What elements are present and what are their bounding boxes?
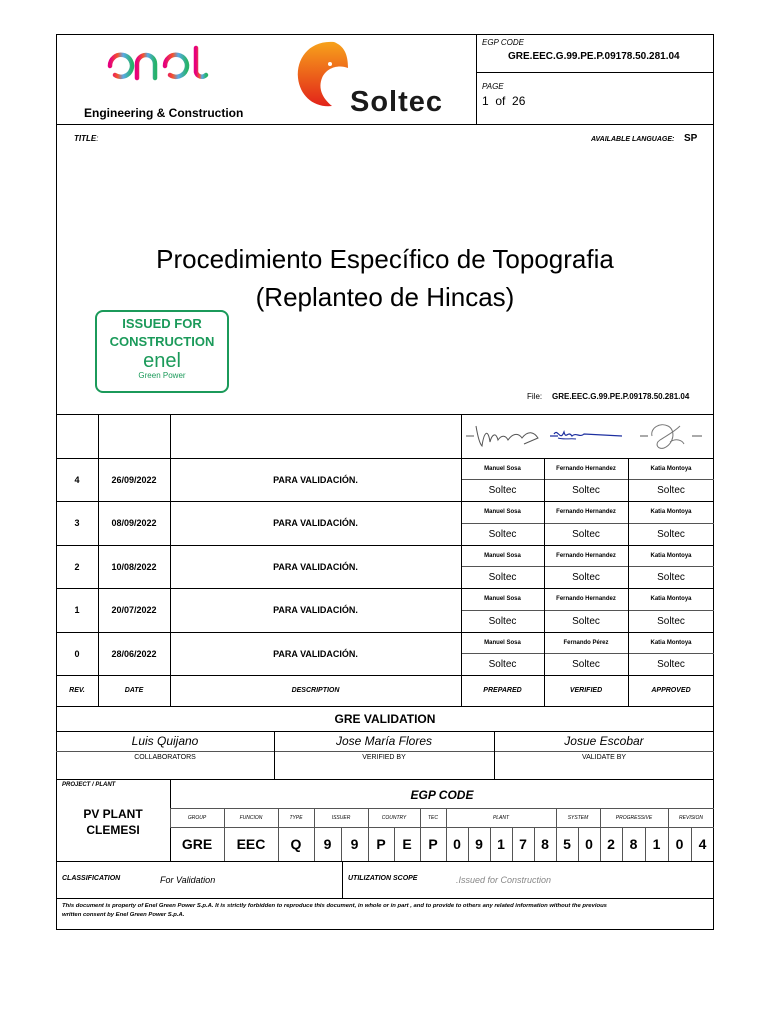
egp-code-char: 9 <box>350 836 359 852</box>
rev-approved-name: Katia Montoya <box>650 639 692 646</box>
rev-approved-name: Katia Montoya <box>650 509 692 515</box>
rev-header-rev: REV. <box>69 687 85 694</box>
rev-header-prepared: PREPARED <box>483 687 522 694</box>
rev-description: PARA VALIDACIÓN. <box>273 648 358 659</box>
rev-description: PARA VALIDACIÓN. <box>273 605 358 615</box>
issued-for-construction-stamp <box>95 310 229 393</box>
rev-verified-name: Fernando Hernandez <box>556 596 616 602</box>
rev-header-verified: VERIFIED <box>569 687 603 694</box>
rev-prepared-company: Soltec <box>488 484 517 496</box>
rev-header-approved: APPROVED <box>651 687 691 694</box>
signature-prepared <box>462 418 544 454</box>
egp-code-char: 2 <box>607 836 615 852</box>
egp-code-column-header: FUNCION <box>239 814 263 821</box>
gre-collaborators-role: COLLABORATORS <box>134 753 196 761</box>
rev-header-description: DESCRIPTION <box>291 687 340 694</box>
egp-code-column-header: TYPE <box>289 814 303 821</box>
rev-verified-name: Fernando Hernandez <box>556 509 616 515</box>
utilization-scope-label: UTILIZATION SCOPE <box>348 875 418 882</box>
title-label-text: TITLE <box>74 134 97 143</box>
gre-collaborator-name: Luis Quijano <box>131 734 199 748</box>
rev-prepared-name: Manuel Sosa <box>484 596 521 602</box>
rev-verified-name: Fernando Pérez <box>563 639 609 646</box>
rev-verified-name: Fernando Hernandez <box>556 465 616 472</box>
rev-approved-name: Katia Montoya <box>650 552 692 559</box>
egp-code-column-header: COUNTRY <box>381 814 407 821</box>
plant-name-line-2: CLEMESI <box>86 823 140 837</box>
main-title-line-2: (Replanteo de Hincas) <box>255 282 515 312</box>
stamp-sub: Green Power <box>138 371 186 380</box>
egp-code-column-header: PLANT <box>492 814 510 821</box>
rev-approved-company: Soltec <box>657 571 685 583</box>
rev-date: 08/09/2022 <box>111 518 157 528</box>
soltec-logo <box>296 38 356 110</box>
rev-approved-company: Soltec <box>657 615 685 627</box>
egp-code-column-header: REVISION <box>679 814 703 821</box>
egp-code-char: GRE <box>181 836 213 852</box>
rev-approved-company: Soltec <box>657 658 685 670</box>
rev-number: 4 <box>74 474 80 485</box>
rev-prepared-company: Soltec <box>488 615 517 627</box>
egp-code-column-header: PROGRESSIVE <box>615 814 653 821</box>
page-value: 1 of 26 <box>482 94 526 108</box>
egp-code-char: 9 <box>475 836 483 852</box>
page-label: PAGE <box>482 82 504 91</box>
rev-date: 20/07/2022 <box>111 605 157 615</box>
rev-number: 1 <box>74 605 80 615</box>
rev-prepared-name: Manuel Sosa <box>484 552 521 559</box>
rev-number: 3 <box>74 518 80 528</box>
main-title-line-1: Procedimiento Específico de Topografia <box>156 244 614 274</box>
footer-notice-line-1: This document is property of Enel Green Power S.p.A. It is strictly forbidden to reproduce this document, in whole or in part , and to provide to others any related information without the previous <box>62 903 607 909</box>
project-plant-label: PROJECT / PLANT <box>62 782 116 788</box>
egp-code-char: 8 <box>629 836 638 852</box>
available-language-value: SP <box>684 133 698 144</box>
egp-code-char: 0 <box>453 836 461 852</box>
gre-validate-by-role: VALIDATE BY <box>581 753 627 761</box>
rev-number: 0 <box>74 648 80 659</box>
egp-code-char: 0 <box>585 836 593 852</box>
rev-prepared-name: Manuel Sosa <box>484 509 521 515</box>
available-language-label: AVAILABLE LANGUAGE: <box>591 136 675 143</box>
rev-verified-company: Soltec <box>572 484 600 496</box>
rev-date: 26/09/2022 <box>111 474 157 485</box>
egp-code-char: E <box>402 836 412 852</box>
file-label: File: <box>527 392 543 401</box>
footer-notice-line-2: written consent by Enel Green Power S.p.A. <box>62 912 185 918</box>
egp-code-char: 1 <box>652 836 661 852</box>
rev-description: PARA VALIDACIÓN. <box>273 561 358 572</box>
egp-code-column-header: SYSTEM <box>567 814 589 821</box>
egp-code-char: 0 <box>675 836 684 852</box>
egp-code-char: 7 <box>519 836 527 852</box>
gre-verified-by-role: VERIFIED BY <box>362 753 406 761</box>
rev-number: 2 <box>74 561 80 572</box>
egp-code-column-header: ISSUER <box>331 814 351 821</box>
rev-prepared-company: Soltec <box>488 571 517 583</box>
enel-logo <box>104 42 220 86</box>
rev-prepared-name: Manuel Sosa <box>484 639 521 646</box>
rev-description: PARA VALIDACIÓN. <box>273 518 358 528</box>
engineering-construction-label: Engineering & Construction <box>84 106 244 120</box>
utilization-scope-value: .Issued for Construction <box>456 875 552 885</box>
egp-code-char: 8 <box>541 836 549 852</box>
egp-code-char: P <box>428 836 438 852</box>
egp-code-char: EEC <box>236 836 266 852</box>
egp-code-char: 5 <box>563 836 571 852</box>
soltec-sun-icon <box>296 38 356 110</box>
file-value: GRE.EEC.G.99.PE.P.09178.50.281.04 <box>552 392 690 401</box>
classification-value: For Validation <box>160 875 216 885</box>
soltec-wordmark: Soltec <box>350 86 444 118</box>
rev-prepared-company: Soltec <box>488 658 517 670</box>
rev-description: PARA VALIDACIÓN. <box>273 474 358 485</box>
rev-verified-company: Soltec <box>572 658 600 670</box>
stamp-line-2: CONSTRUCTION <box>109 334 215 349</box>
egp-code-char: 4 <box>698 836 707 852</box>
egp-code-char: Q <box>290 836 302 852</box>
egp-code-char: 9 <box>323 836 332 852</box>
enel-logo-graphic <box>104 42 220 86</box>
egp-code-char: 1 <box>497 836 505 852</box>
egp-code-value: GRE.EEC.G.99.PE.P.09178.50.281.04 <box>508 51 680 62</box>
plant-name-line-1: PV PLANT <box>83 807 143 821</box>
rev-verified-company: Soltec <box>572 615 600 627</box>
signature-approved <box>630 418 714 454</box>
gre-validator-name: Josue Escobar <box>564 734 644 748</box>
signature-verified <box>546 418 628 454</box>
rev-date: 28/06/2022 <box>111 648 157 659</box>
rev-prepared-name: Manuel Sosa <box>484 465 521 472</box>
stamp-brand: enel <box>143 350 181 372</box>
egp-code-label: EGP CODE <box>482 38 524 47</box>
gre-verifier-name: Jose María Flores <box>335 734 433 748</box>
egp-code-column-header: GROUP <box>187 814 207 821</box>
rev-verified-company: Soltec <box>572 571 600 583</box>
rev-verified-company: Soltec <box>572 528 600 540</box>
egp-code-title: EGP CODE <box>410 788 474 802</box>
rev-verified-name: Fernando Hernandez <box>556 552 616 559</box>
rev-approved-name: Katia Montoya <box>650 465 692 472</box>
rev-approved-company: Soltec <box>657 528 685 540</box>
egp-code-column-header: TEC <box>428 814 438 821</box>
egp-code-char: P <box>376 836 386 852</box>
stamp-line-1: ISSUED FOR <box>122 316 202 331</box>
rev-approved-name: Katia Montoya <box>650 596 692 602</box>
rev-date: 10/08/2022 <box>111 561 157 572</box>
classification-label: CLASSIFICATION <box>62 875 121 882</box>
rev-prepared-company: Soltec <box>488 528 517 540</box>
rev-header-date: DATE <box>124 687 144 694</box>
gre-validation-title: GRE VALIDATION <box>334 711 436 726</box>
title-label: TITLE: <box>74 134 99 143</box>
rev-approved-company: Soltec <box>657 484 685 496</box>
